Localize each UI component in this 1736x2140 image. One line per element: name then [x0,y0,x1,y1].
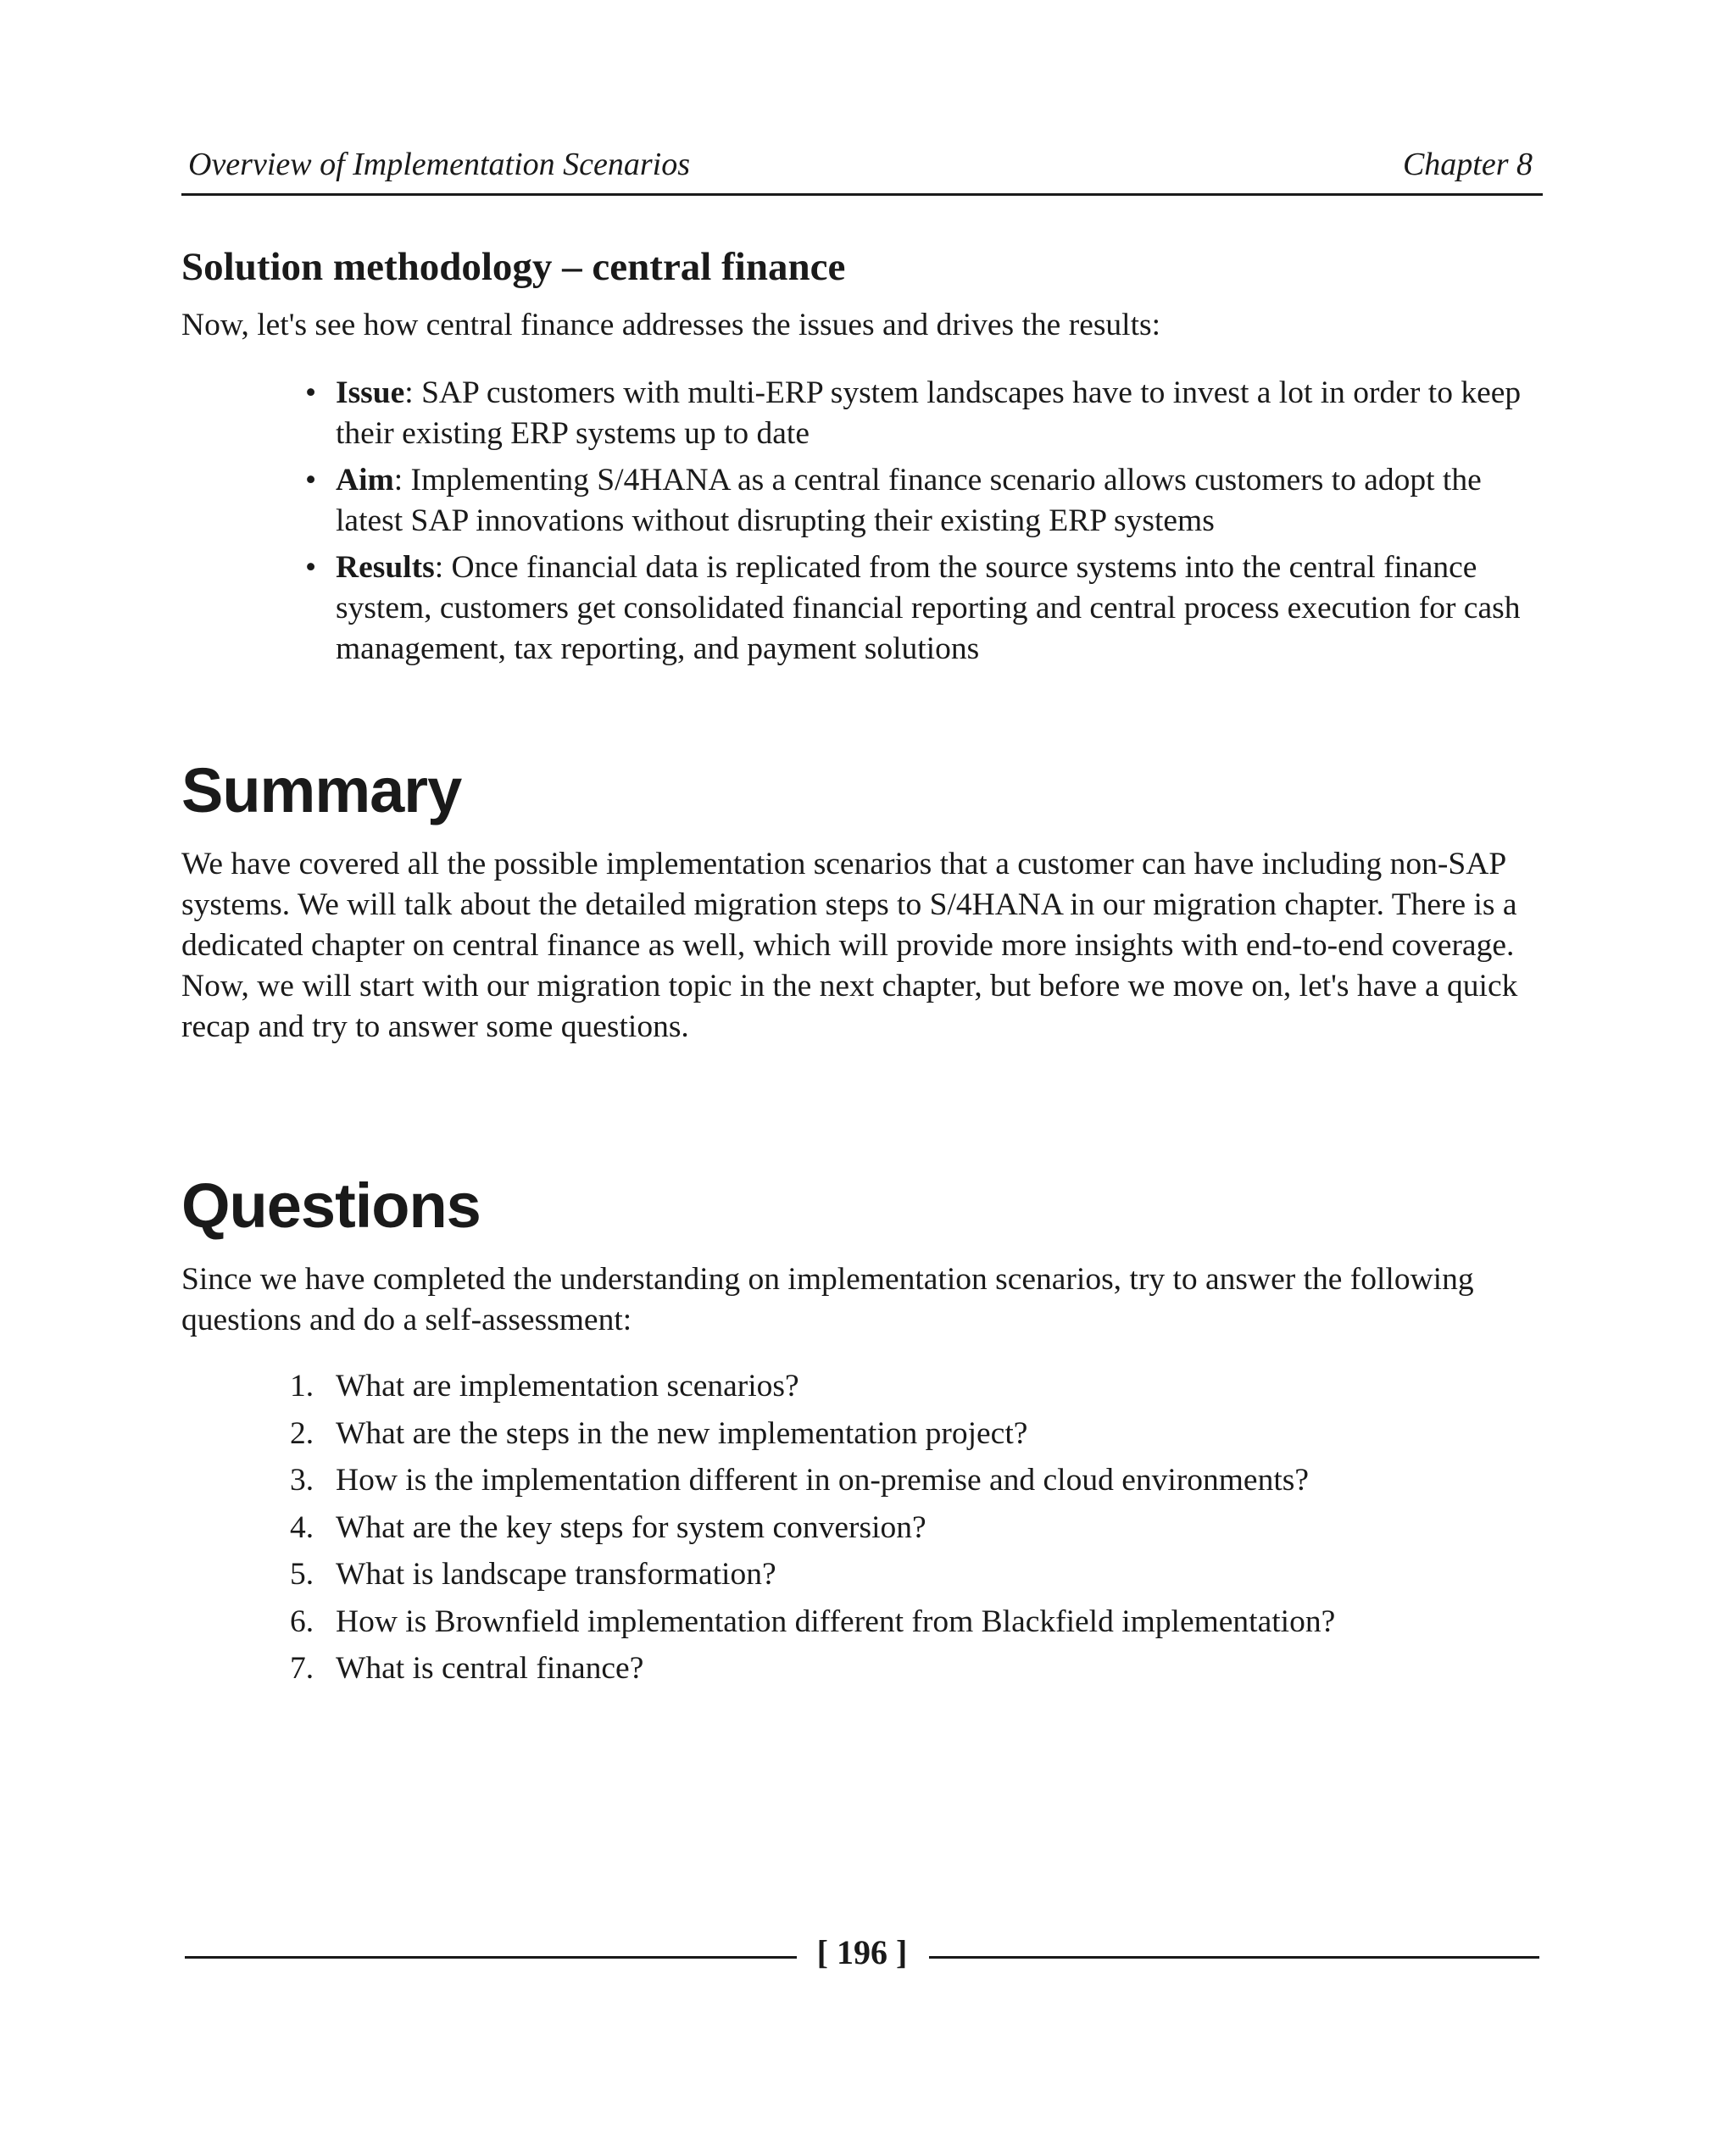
questions-intro-paragraph: Since we have completed the understanding on implementation scenarios, try to answer the following questions and do a self-assessment: [181,1262,1474,1337]
bullet-item-issue [181,373,1543,454]
bullet-text: : Implementing S/4HANA as a central finance scenario allows customers to adopt the latest SAP innovations without disrupting their existing ERP systems [336,463,1482,538]
question-text: What are the steps in the new implementation project? [336,1415,1028,1451]
question-item [181,1366,1543,1407]
question-number: 4. [290,1509,314,1545]
question-item [181,1648,1543,1689]
header-section-title: Overview of Implementation Scenarios [188,147,691,182]
questions-list [181,1366,1543,1696]
question-text: What are the key steps for system conversion? [336,1509,926,1545]
summary-paragraph: We have covered all the possible implementation scenarios that a customer can have including non-SAP systems. We will talk about the detailed migration steps to S/4HANA in our migration chapter. There is a dedicated chapter on central finance as well, which will provide more insights with end-to-end coverage. Now, we will start with our migration topic in the next chapter, but before we move on, let's have a quick recap and try to answer some questions. [181,847,1518,1044]
question-item [181,1414,1543,1454]
bullet-dot-icon: • [305,375,317,410]
question-number: 5. [290,1557,314,1592]
question-number: 1. [290,1369,314,1404]
bullet-text: : Once financial data is replicated from the source systems into the central finance system, customers get consolidated financial reporting and central process execution for cash management, tax reporting, and payment solutions [336,550,1521,666]
document-page [181,0,1543,2140]
question-text: How is the implementation different in on-premise and cloud environments? [336,1463,1309,1498]
question-text: What are implementation scenarios? [336,1369,799,1404]
question-item [181,1602,1543,1643]
question-number: 7. [290,1651,314,1686]
question-number: 6. [290,1604,314,1639]
solution-intro-paragraph: Now, let's see how central finance addresses the issues and drives the results: [181,308,1161,342]
bullet-term: Aim [336,463,394,497]
footer-rule-right [929,1956,1539,1959]
bullet-item-aim [181,460,1543,542]
solution-methodology-heading: Solution methodology – central finance [181,245,846,289]
page-number: [ 196 ] [816,1933,908,1971]
question-item [181,1460,1543,1501]
question-number: 3. [290,1463,314,1498]
running-header [181,144,1543,196]
header-chapter-label: Chapter 8 [1402,147,1533,182]
question-number: 2. [290,1415,314,1451]
bullet-dot-icon: • [305,463,317,497]
question-text: What is central finance? [336,1651,644,1686]
bullet-text: : SAP customers with multi-ERP system landscapes have to invest a lot in order to keep their existing ERP systems up to date [336,375,1522,451]
bullet-term: Issue [336,375,405,410]
question-item [181,1554,1543,1595]
questions-heading: Questions [181,1170,481,1241]
page-footer [181,1932,1543,1983]
solution-bullet-list [181,373,1543,675]
bullet-dot-icon: • [305,550,317,585]
bullet-item-results [181,548,1543,670]
question-item [181,1508,1543,1548]
summary-heading: Summary [181,755,462,825]
bullet-term: Results [336,550,435,585]
question-text: What is landscape transformation? [336,1557,776,1592]
question-text: How is Brownfield implementation different from Blackfield implementation? [336,1604,1336,1639]
